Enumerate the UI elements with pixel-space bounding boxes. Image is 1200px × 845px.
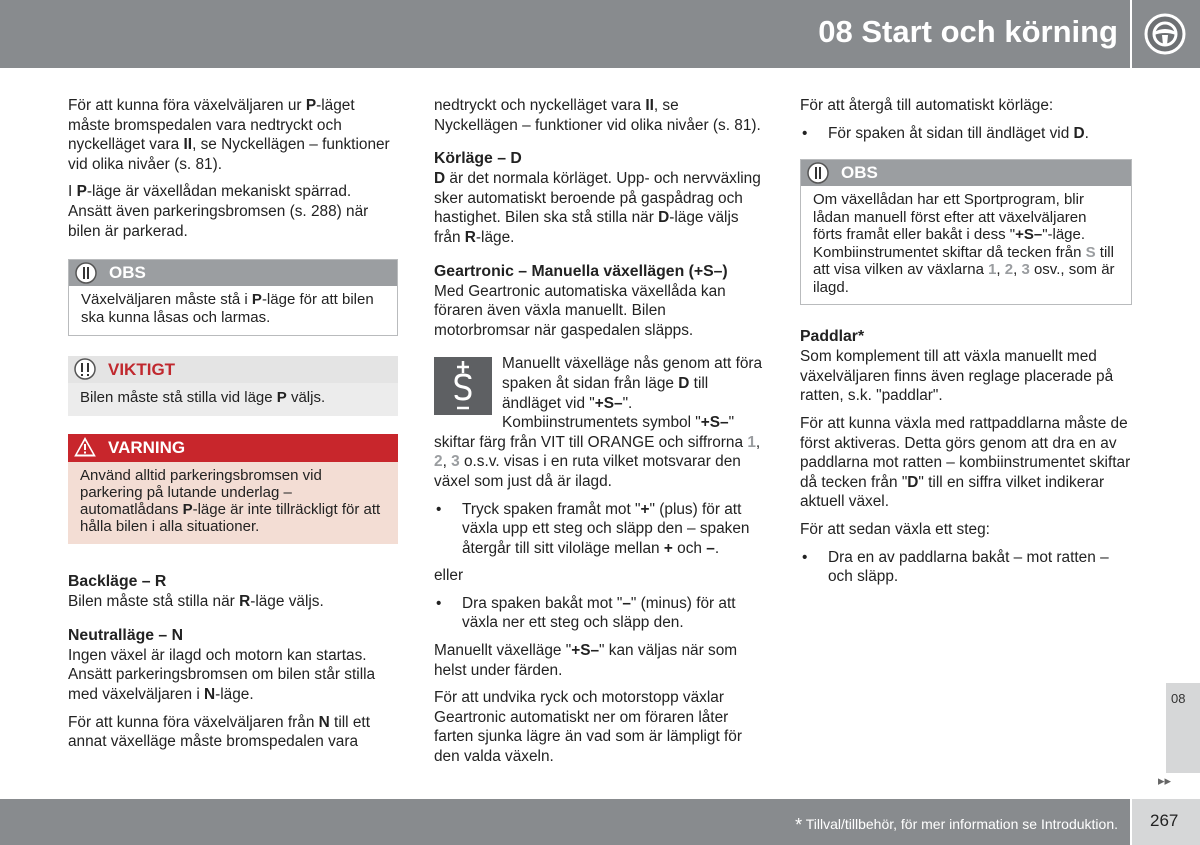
important-icon bbox=[74, 358, 96, 380]
list-item: • Dra en av paddlarna bakåt – mot ratten – och släpp. bbox=[800, 548, 1132, 587]
footnote-star: * bbox=[795, 815, 803, 835]
list-item: • Dra spaken bakåt mot "–" (minus) för att växla ner ett steg och släpp den. bbox=[434, 594, 764, 633]
bullet-list bbox=[434, 594, 764, 633]
heading-paddlar: Paddlar* bbox=[800, 328, 865, 346]
paragraph: Bilen måste stå stilla när R-läge väljs. bbox=[68, 593, 324, 611]
column-3 bbox=[800, 96, 1132, 595]
obs-note-header bbox=[69, 260, 397, 286]
bullet-list bbox=[800, 548, 1132, 587]
varning-header bbox=[68, 434, 398, 462]
obs-note bbox=[68, 259, 398, 336]
paragraph: Manuellt växelläge "+S–" kan väljas när som helst under färden. bbox=[434, 642, 738, 679]
list-item: • För spaken åt sidan till ändläget vid D. bbox=[800, 124, 1132, 144]
paragraph-manual-mode: Manuellt växelläge nås genom att föra spaken åt sidan från läge D till ändläget vid "+S–". Kombiinstrumentets symbol "+S–" skiftar färg från VIT till ORANGE och siffrorna 1, 2, 3 o.s.v. visas i en ruta vilket motsvarar den växel som just då är ilagd. bbox=[434, 355, 763, 490]
footer-note: * Tillval/tillbehör, för mer information se Introduktion. bbox=[795, 815, 1118, 835]
paragraph: Ingen växel är ilagd och motorn kan startas. Ansätt parkeringsbromsen om bilen står stilla med växelväljaren i N-läge. bbox=[68, 646, 376, 703]
steering-wheel-icon bbox=[1143, 12, 1187, 56]
obs-note bbox=[800, 159, 1132, 305]
paragraph: Med Geartronic automatiska växellåda kan föraren även växla manuellt. Bilen motorbromsar när gaspedalen släpps. bbox=[434, 282, 726, 339]
paragraph: För att kunna föra växelväljaren från N till ett annat växelläge måste bromspedalen vara bbox=[68, 713, 370, 751]
info-icon bbox=[807, 162, 829, 184]
chapter-tab-label: 08 bbox=[1171, 691, 1186, 706]
bullet-list bbox=[434, 500, 764, 559]
paragraph: För att återgå till automatiskt körläge: bbox=[800, 97, 1054, 114]
paragraph: För att undvika ryck och motorstopp växlar Geartronic automatiskt ner om föraren låter farten sjunka lägre än vad som är lämpligt för den valda växeln. bbox=[434, 689, 742, 766]
viktigt-header bbox=[68, 356, 398, 383]
heading-neutrallage: Neutralläge – N bbox=[68, 626, 184, 644]
info-icon bbox=[75, 262, 97, 284]
continue-arrow-icon: ▸▸ bbox=[1158, 773, 1172, 788]
paragraph: nedtryckt och nyckelläget vara II, se Nyckellägen – funktioner vid olika nivåer (s. 81). bbox=[434, 97, 761, 134]
obs-note-text: Växelväljaren måste stå i P-läge för att bilen ska kunna låsas och larmas. bbox=[81, 291, 374, 327]
chapter-side-tab[interactable] bbox=[1166, 683, 1200, 773]
page-number: 267 bbox=[1150, 811, 1179, 830]
obs-label: OBS bbox=[841, 163, 878, 183]
paragraph: För att kunna växla med rattpaddlarna måste de först aktiveras. Detta görs genom att dra en av paddlarna mot ratten – kombiinstrumentet skiftar då tecken från "D" till en siffra vilket indikerar aktuell växel. bbox=[800, 414, 1131, 511]
paragraph: Som komplement till att växla manuellt med växelväljaren finns även reglage placerade på ratten, s.k. "paddlar". bbox=[800, 348, 1114, 405]
obs-note-header bbox=[801, 160, 1131, 186]
varning-label: VARNING bbox=[108, 438, 186, 458]
viktigt-note bbox=[68, 356, 398, 416]
heading-backlage: Backläge – R bbox=[68, 573, 167, 591]
paragraph: För att sedan växla ett steg: bbox=[800, 520, 990, 538]
varning-text: Använd alltid parkeringsbromsen vid parkering på lutande underlag – automatlådans P-läge är inte tillräckligt för att hålla bilen i alla situationer. bbox=[68, 462, 398, 544]
obs-note-text: Om växellådan har ett Sportprogram, blir lådan manuell först efter att växelväljaren förts framåt eller bakåt i dess "+S–"-läge. Kombiinstrumentet skiftar då tecken från S till att visa vilken av växlarna 1, 2, 3 osv., som är ilagd. bbox=[813, 191, 1115, 296]
paragraph-eller: eller bbox=[434, 567, 464, 585]
list-item: • Tryck spaken framåt mot "+" (plus) för att växla upp ett steg och släpp den – spaken återgår till sitt viloläge mellan + och –. bbox=[434, 500, 764, 559]
chapter-title: 08 Start och körning bbox=[818, 14, 1118, 49]
warning-triangle-icon bbox=[74, 436, 96, 458]
heading-korlage: Körläge – D bbox=[434, 150, 522, 168]
gear-plus-s-minus-icon bbox=[434, 357, 492, 415]
varning-note bbox=[68, 434, 398, 544]
paragraph: I P-läge är växellådan mekaniskt spärrad. Ansätt även parkeringsbromsen (s. 288) när bilen är parkerad. bbox=[68, 183, 369, 240]
viktigt-text: Bilen måste stå stilla vid läge P väljs. bbox=[68, 383, 398, 416]
heading-geartronic: Geartronic – Manuella växellägen (+S–) bbox=[434, 262, 728, 280]
column-2 bbox=[434, 96, 764, 775]
paragraph: D är det normala körläget. Upp- och nervväxling sker automatiskt beroende på gaspådrag och hastighet. Bilen ska stå stilla när D-läge väljs från R-läge. bbox=[434, 170, 761, 246]
column-1 bbox=[68, 96, 398, 760]
viktigt-label: VIKTIGT bbox=[108, 360, 176, 380]
obs-label: OBS bbox=[109, 263, 146, 283]
bullet-list bbox=[800, 124, 1132, 144]
paragraph: För att kunna föra växelväljaren ur P-läget måste bromspedalen vara nedtryckt och nyckelläget vara II, se Nyckellägen – funktioner vid olika nivåer (s. 81). bbox=[68, 97, 390, 173]
